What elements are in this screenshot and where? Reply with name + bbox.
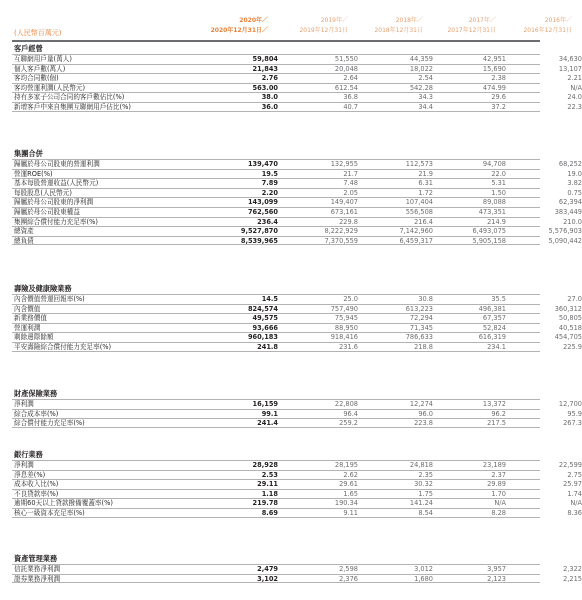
cell-value: 474.99 [482, 83, 506, 92]
cell-value: 22,808 [334, 400, 358, 408]
cell-value: 2.38 [491, 74, 506, 83]
table-row [12, 332, 582, 342]
cell-value: N/A [570, 499, 582, 508]
cell-value: 29.11 [257, 480, 278, 489]
cell-value: 28,195 [334, 461, 358, 469]
cell-value: 1,680 [414, 574, 433, 583]
cell-value: 223.8 [414, 419, 433, 428]
cell-value: 2.35 [418, 470, 433, 479]
row-label: 客均合同數(個) [14, 74, 59, 83]
section [12, 449, 582, 518]
cell-value: 6.31 [418, 179, 433, 188]
year-header-2016 [494, 16, 572, 36]
cell-value: 241.8 [257, 342, 278, 351]
table-row [12, 574, 582, 584]
cell-value: 72,294 [409, 314, 433, 323]
cell-value: 1.70 [491, 489, 506, 498]
section-title: 銀行業務 [14, 450, 43, 459]
table-row [12, 564, 582, 574]
cell-value: 210.0 [563, 217, 582, 226]
table-row [12, 226, 582, 236]
row-label: 淨利潤 [14, 400, 34, 408]
cell-value: 19.5 [261, 169, 278, 178]
table-row [12, 73, 582, 83]
cell-value: 29.89 [487, 480, 506, 489]
section-title: 財產保險業務 [14, 389, 58, 398]
cell-value: 2,215 [563, 574, 582, 583]
cell-value: 5,905,158 [472, 236, 506, 245]
cell-value: 89,088 [482, 198, 506, 207]
row-label: 新業務價值 [14, 314, 47, 323]
row-label: 核心一級資本充足率(%) [14, 508, 85, 517]
cell-value: 2.20 [261, 188, 278, 197]
cell-value: 75,945 [334, 314, 358, 323]
row-label: 成本收入比(%) [14, 480, 59, 489]
table-row [12, 102, 582, 112]
cell-value: 1.50 [491, 188, 506, 197]
table-row [12, 217, 582, 227]
cell-value: 95.9 [567, 409, 582, 418]
cell-value: N/A [494, 499, 506, 508]
cell-value: 1.65 [343, 489, 358, 498]
cell-value: 2.54 [418, 74, 433, 83]
cell-value: 2.62 [343, 470, 358, 479]
row-label: 歸屬於母公司股東的營運利潤 [14, 160, 100, 168]
cell-value: 93,666 [252, 323, 278, 332]
cell-value: 2,479 [257, 565, 278, 573]
cell-value: 141.24 [409, 499, 433, 508]
cell-value: 96.4 [343, 409, 358, 418]
row-label: 內含價值 [14, 304, 41, 313]
row-label: 持有多家子公司合同的客戶數佔比(%) [14, 93, 125, 102]
row-label: 內含價值營運回報率(%) [14, 295, 85, 303]
cell-value: 1.18 [261, 489, 278, 498]
section-title: 客戶經營 [14, 44, 43, 53]
table-row [12, 313, 582, 323]
table-row [12, 304, 582, 314]
cell-value: 18,022 [409, 64, 433, 73]
cell-value: 960,183 [247, 333, 278, 342]
row-label: 逾期60天以上貸款撥備覆蓋率(%) [14, 499, 113, 508]
cell-value: 673,161 [330, 207, 358, 216]
year-header-2017 [418, 16, 496, 36]
cell-value: 762,560 [247, 207, 278, 216]
date-label: 2020年12月31日／ [210, 27, 268, 34]
year-header-2020 [190, 16, 268, 36]
cell-value: 1.74 [567, 489, 582, 498]
section [12, 388, 582, 428]
section-title: 壽險及健康險業務 [14, 284, 72, 293]
cell-value: 21.9 [418, 169, 433, 178]
table-row [12, 409, 582, 419]
cell-value: 40.7 [343, 102, 358, 111]
cell-value: 51,550 [334, 55, 358, 63]
table-row [12, 64, 582, 74]
date-label: 2016年12月31日 [523, 27, 572, 34]
cell-value: 5.31 [491, 179, 506, 188]
cell-value: 2.64 [343, 74, 358, 83]
date-label: 2017年12月31日 [447, 27, 496, 34]
cell-value: 3,012 [414, 565, 433, 573]
cell-value: 71,345 [409, 323, 433, 332]
cell-value: 16,159 [252, 400, 278, 408]
row-label: 平安壽險綜合償付能力充足率(%) [14, 342, 112, 351]
year-header-2018 [345, 16, 423, 36]
year-label: 2020年／ [239, 17, 268, 24]
cell-value: 241.4 [257, 419, 278, 428]
table-row [12, 236, 582, 246]
table-header [0, 16, 572, 38]
row-label: 剩餘邊際餘額 [14, 333, 54, 342]
year-label: 2016年／ [544, 17, 572, 24]
cell-value: 20,048 [334, 64, 358, 73]
cell-value: 143,099 [247, 198, 278, 207]
cell-value: 22,599 [558, 461, 582, 469]
cell-value: 29.61 [339, 480, 358, 489]
row-label: 個人客戶數(萬人) [14, 64, 66, 73]
cell-value: 36.0 [261, 102, 278, 111]
cell-value: 8.28 [491, 508, 506, 517]
cell-value: 35.5 [491, 295, 506, 303]
header-rule [12, 40, 540, 42]
date-label: 2018年12月31日 [374, 27, 423, 34]
cell-value: 49,575 [252, 314, 278, 323]
cell-value: 616,319 [478, 333, 506, 342]
row-label: 不良貸款率(%) [14, 489, 59, 498]
cell-value: 556,508 [405, 207, 433, 216]
cell-value: 217.5 [487, 419, 506, 428]
table-row [12, 399, 582, 409]
section [12, 283, 582, 352]
cell-value: 190.34 [334, 499, 358, 508]
section [12, 148, 582, 245]
cell-value: 0.75 [567, 188, 582, 197]
cell-value: 473,351 [478, 207, 506, 216]
cell-value: 9,527,870 [240, 227, 278, 236]
cell-value: 22.3 [567, 102, 582, 111]
cell-value: 7,370,559 [324, 236, 358, 245]
cell-value: 259.2 [339, 419, 358, 428]
cell-value: 267.3 [563, 419, 582, 428]
cell-value: 62,394 [558, 198, 582, 207]
cell-value: 8,222,929 [324, 227, 358, 236]
cell-value: 67,357 [482, 314, 506, 323]
cell-value: 496,381 [478, 304, 506, 313]
table-row [12, 498, 582, 508]
cell-value: 8.54 [418, 508, 433, 517]
section-title: 資產管理業務 [14, 554, 58, 563]
section-title: 集團合併 [14, 149, 43, 158]
cell-value: 613,223 [405, 304, 433, 313]
cell-value: 3.82 [567, 179, 582, 188]
table-row [12, 460, 582, 470]
date-label: 2019年12月31日 [299, 27, 348, 34]
table-row [12, 178, 582, 188]
row-label: 營運ROE(%) [14, 169, 53, 178]
cell-value: 612.54 [334, 83, 358, 92]
cell-value: 824,574 [247, 304, 278, 313]
cell-value: 8.36 [567, 508, 582, 517]
table-row [12, 342, 582, 352]
cell-value: 7.89 [261, 179, 278, 188]
cell-value: 107,404 [405, 198, 433, 207]
table-row [12, 159, 582, 169]
cell-value: 1.75 [418, 489, 433, 498]
cell-value: 37.2 [491, 102, 506, 111]
cell-value: 383,449 [554, 207, 582, 216]
cell-value: 2.76 [261, 74, 278, 83]
cell-value: 28,928 [252, 461, 278, 469]
cell-value: 9.11 [343, 508, 358, 517]
table-row [12, 207, 582, 217]
cell-value: 44,359 [409, 55, 433, 63]
cell-value: 5,576,903 [548, 227, 582, 236]
table-row [12, 169, 582, 179]
table-row [12, 54, 582, 64]
cell-value: 2,322 [563, 565, 582, 573]
year-label: 2018年／ [395, 17, 423, 24]
cell-value: 112,573 [405, 160, 433, 168]
cell-value: 22.0 [491, 169, 506, 178]
cell-value: 50,805 [558, 314, 582, 323]
cell-value: 34.4 [418, 102, 433, 111]
year-label: 2017年／ [468, 17, 496, 24]
cell-value: 13,107 [558, 64, 582, 73]
cell-value: 3,957 [487, 565, 506, 573]
row-label: 基本每股營運收益(人民幣元) [14, 179, 99, 188]
row-label: 新增客戶中來自集團互聯網用戶佔比(%) [14, 102, 131, 111]
cell-value: 23,189 [482, 461, 506, 469]
table-row [12, 508, 582, 518]
year-label: 2019年／ [320, 17, 348, 24]
cell-value: 149,407 [330, 198, 358, 207]
cell-value: 8,539,965 [240, 236, 278, 245]
row-label: 淨息差(%) [14, 470, 46, 479]
row-label: 證券業務淨利潤 [14, 574, 61, 583]
cell-value: 542.28 [409, 83, 433, 92]
cell-value: 7,142,960 [399, 227, 433, 236]
table-row [12, 479, 582, 489]
cell-value: 2,598 [339, 565, 358, 573]
cell-value: 94,708 [482, 160, 506, 168]
row-label: 互聯網用戶量(萬人) [14, 55, 72, 63]
table-row [12, 418, 582, 428]
cell-value: 25.97 [563, 480, 582, 489]
cell-value: 12,700 [558, 400, 582, 408]
cell-value: 234.1 [487, 342, 506, 351]
cell-value: 2.21 [567, 74, 582, 83]
cell-value: 96.2 [491, 409, 506, 418]
table-row [12, 188, 582, 198]
cell-value: 5,090,442 [548, 236, 582, 245]
cell-value: 15,690 [482, 64, 506, 73]
cell-value: 229.8 [339, 217, 358, 226]
cell-value: 139,470 [247, 160, 278, 168]
cell-value: 218.8 [414, 342, 433, 351]
cell-value: 29.6 [491, 93, 506, 102]
cell-value: 454,705 [554, 333, 582, 342]
table-row [12, 83, 582, 93]
row-label: 歸屬於母公司股東權益 [14, 207, 80, 216]
cell-value: 52,824 [482, 323, 506, 332]
row-label: 綜合償付能力充足率(%) [14, 419, 85, 428]
cell-value: 59,804 [252, 55, 278, 63]
table-row [12, 92, 582, 102]
cell-value: 132,955 [330, 160, 358, 168]
row-label: 總負債 [14, 236, 34, 245]
row-label: 集團綜合償付能力充足率(%) [14, 217, 98, 226]
cell-value: 34,630 [558, 55, 582, 63]
cell-value: 88,950 [334, 323, 358, 332]
cell-value: 6,493,075 [472, 227, 506, 236]
section [12, 43, 582, 112]
table-row [12, 197, 582, 207]
cell-value: 563.00 [252, 83, 278, 92]
cell-value: 12,274 [409, 400, 433, 408]
cell-value: 30.32 [414, 480, 433, 489]
row-label: 淨利潤 [14, 461, 34, 469]
cell-value: 27.0 [567, 295, 582, 303]
cell-value: 219.78 [252, 499, 278, 508]
row-label: 綜合成本率(%) [14, 409, 59, 418]
cell-value: 24.0 [567, 93, 582, 102]
cell-value: 8.69 [261, 508, 278, 517]
cell-value: 7.48 [343, 179, 358, 188]
cell-value: 38.0 [261, 93, 278, 102]
table-row [12, 294, 582, 304]
cell-value: 786,633 [405, 333, 433, 342]
cell-value: 2.75 [567, 470, 582, 479]
row-label: 歸屬於母公司股東的淨利潤 [14, 198, 94, 207]
cell-value: 757,490 [330, 304, 358, 313]
cell-value: N/A [570, 83, 582, 92]
cell-value: 918,416 [330, 333, 358, 342]
cell-value: 3,102 [257, 574, 278, 583]
cell-value: 236.4 [257, 217, 278, 226]
row-label: 信託業務淨利潤 [14, 565, 61, 573]
cell-value: 2.05 [343, 188, 358, 197]
cell-value: 231.6 [339, 342, 358, 351]
cell-value: 96.0 [418, 409, 433, 418]
row-label: 客均營運利潤(人民幣元) [14, 83, 86, 92]
cell-value: 21,843 [252, 64, 278, 73]
cell-value: 36.8 [343, 93, 358, 102]
table-row [12, 323, 582, 333]
table-row [12, 470, 582, 480]
cell-value: 25.0 [343, 295, 358, 303]
cell-value: 30.8 [418, 295, 433, 303]
cell-value: 2.37 [491, 470, 506, 479]
unit-label: (人民幣百萬元) [14, 29, 62, 37]
cell-value: 42,951 [482, 55, 506, 63]
cell-value: 2.53 [261, 470, 278, 479]
cell-value: 14.5 [261, 295, 278, 303]
cell-value: 68,252 [558, 160, 582, 168]
cell-value: 13,372 [482, 400, 506, 408]
cell-value: 19.0 [567, 169, 582, 178]
cell-value: 1.72 [418, 188, 433, 197]
cell-value: 216.4 [414, 217, 433, 226]
section [12, 553, 582, 583]
cell-value: 99.1 [261, 409, 278, 418]
cell-value: 360,312 [554, 304, 582, 313]
cell-value: 2,123 [487, 574, 506, 583]
table-row [12, 489, 582, 499]
cell-value: 6,459,317 [399, 236, 433, 245]
cell-value: 40,518 [558, 323, 582, 332]
row-label: 每股股息(人民幣元) [14, 188, 72, 197]
cell-value: 2,376 [339, 574, 358, 583]
row-label: 總資產 [14, 227, 34, 236]
year-header-2019 [270, 16, 348, 36]
cell-value: 225.9 [563, 342, 582, 351]
cell-value: 214.9 [487, 217, 506, 226]
row-label: 營運利潤 [14, 323, 41, 332]
cell-value: 24,818 [409, 461, 433, 469]
cell-value: 34.3 [418, 93, 433, 102]
cell-value: 21.7 [343, 169, 358, 178]
